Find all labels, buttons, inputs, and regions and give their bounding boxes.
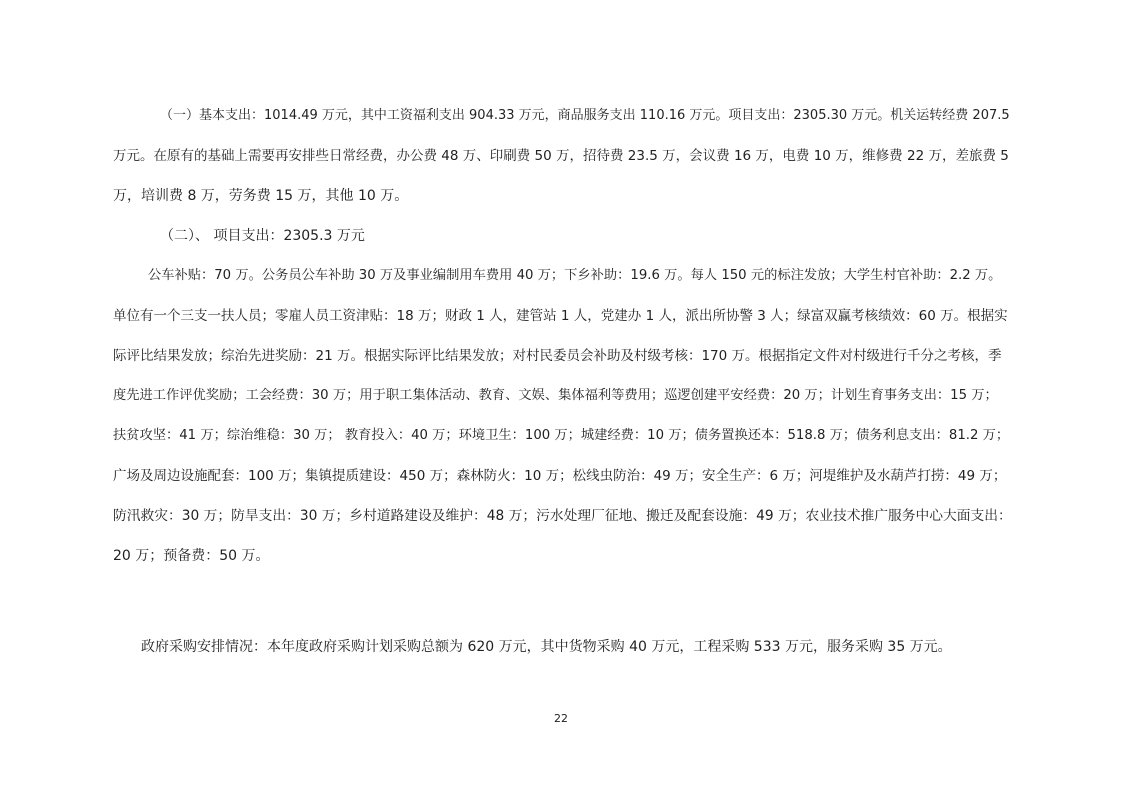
basic-expenditure-line-1: （一）基本支出：1014.49 万元，其中工资福利支出 904.33 万元，商品服务支出 110.16 万元。项目支出：2305.30 万元。机关运转经费 207.5 [160,108,1010,123]
project-expenditure-line-7: 防汛救灾：30 万；防旱支出：30 万；乡村道路建设及维护：48 万；污水处理厂征地、搬迁及配套设施：49 万；农业技术推广服务中心大面支出： [113,508,1012,524]
project-expenditure-line-5: 扶贫攻坚：41 万；综治维稳：30 万； 教育投入：40 万；环境卫生：100 万；城建经费：10 万；债务置换还本：518.8 万；债务利息支出：81.2 万； [113,428,1010,443]
page-number: 22 [554,712,568,725]
basic-expenditure-line-2: 万元。在原有的基础上需要再安排些日常经费，办公费 48 万、印刷费 50 万，招待费 23.5 万，会议费 16 万，电费 10 万，维修费 22 万，差旅费 5 [113,148,1009,164]
project-expenditure-line-8: 20 万；预备费：50 万。 [113,548,270,564]
project-expenditure-line-2: 单位有一个三支一扶人员；零雇人员工资津贴：18 万；财政 1 人，建管站 1 人，党建办 1 人，派出所协警 3 人；绿富双赢考核绩效：60 万。根据实 [113,308,1008,324]
basic-expenditure-line-3: 万，培训费 8 万，劳务费 15 万，其他 10 万。 [113,188,409,204]
project-expenditure-heading: （二）、 项目支出：2305.3 万元 [160,228,365,244]
project-expenditure-line-4: 度先进工作评优奖励；工会经费：30 万；用于职工集体活动、教育、文娱、集体福利等费用；巡逻创建平安经费：20 万；计划生育事务支出：15 万； [113,388,998,403]
government-procurement-paragraph: 政府采购安排情况：本年度政府采购计划采购总额为 620 万元，其中货物采购 40 万元，工程采购 533 万元，服务采购 35 万元。 [141,639,952,655]
project-expenditure-line-6: 广场及周边设施配套：100 万；集镇提质建设：450 万；森林防火：10 万；松线虫防治：49 万；安全生产：6 万；河堤维护及水葫芦打捞：49 万； [113,468,1007,484]
project-expenditure-line-1: 公车补贴：70 万。公务员公车补助 30 万及事业编制用车费用 40 万；下乡补助：19.6 万。每人 150 元的标注发放；大学生村官补助：2.2 万。 [148,268,1002,283]
project-expenditure-line-3: 际评比结果发放；综治先进奖励：21 万。根据实际评比结果发放；对村民委员会补助及村级考核：170 万。根据指定文件对村级进行千分之考核，季 [113,348,1002,364]
